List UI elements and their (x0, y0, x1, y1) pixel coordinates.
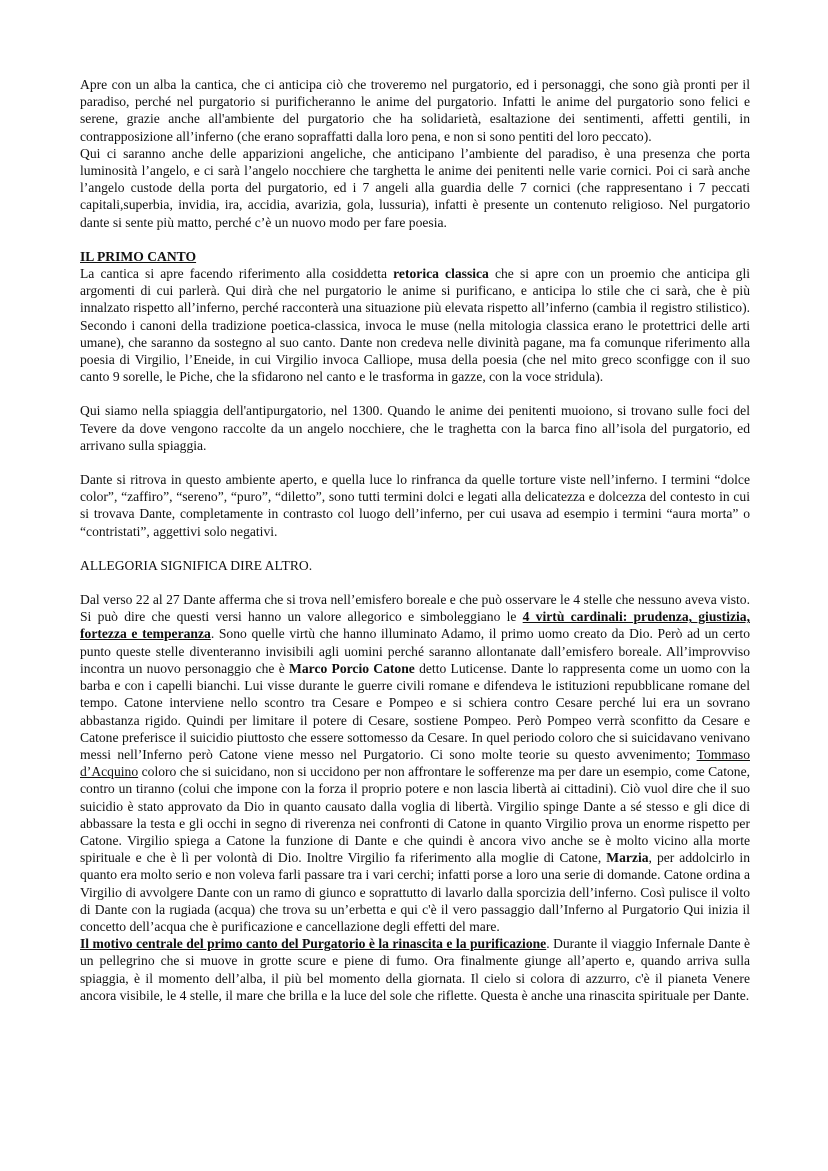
virtu-cardinali-term: 4 virtù cardinali: prudenza, giustizia, fortezza e temperanza (80, 609, 750, 642)
primo-canto-heading: IL PRIMO CANTO (80, 248, 197, 264)
motivo-centrale-paragraph: Il motivo centrale del primo canto del Purgatorio è la rinascita e la purificazione. Durante il viaggio Infernale Dante è un pellegrino che si muove in grotte scure e piene di fumo. Ora finalmente giunge all’aperto e, quando arriva sulla spiaggia, è il momento dell’alba, il più bel momento della giornata. Il cielo si colora di azzurro, c'è il pianeta Venere ancora visibile, le 4 stelle, il mare che brilla e la luce del sole che riflette. Questa è anche una rinascita spirituale per Dante. (80, 936, 750, 1003)
catone-name: Marco Porcio Catone (289, 660, 415, 676)
tommaso-link: Tommaso d’Acquino (80, 746, 750, 780)
intro-paragraph-2: Qui ci saranno anche delle apparizioni angeliche, che anticipano l’ambiente del paradiso, è una presenza che porta luminosità l’angelo, e ci sarà l’angelo nocchiere che targhetta le anime dei penitenti nelle varie cornici. Poi ci sarà anche l’angelo custode della porta del purgatorio, ed i 7 angeli alla guardia delle 7 cornici (che rappresentano i 7 peccati capitali,superbia, invidia, ira, accidia, avarizia, gola, lussuria), infatti è presente un contenuto religioso. Nel purgatorio dante si sente più matto, perché c’è un nuovo modo per fare poesia. (80, 145, 750, 230)
retorica-classica-term: retorica classica (393, 266, 489, 282)
primo-canto-paragraph-1: La cantica si apre facendo riferimento alla cosiddetta retorica classica che si apre con un proemio che anticipa gli argomenti di cui parlerà. Qui dirà che nel purgatorio le anime si purificano, e anticipa lo stile che ci sarà, che è più innalzato rispetto all’inferno, perché racconterà una situazione più elevata rispetto all’inferno (cambia il registro stilistico). Secondo i canoni della tradizione poetica-classica, invoca le muse (nella mitologia classica erano le protettrici delle arti umane), che saranno da sostegno al suo canto. Dante non credeva nelle divinità pagane, ma fa comunque riferimento alla poesia di Virgilio, l’Eneide, in cui Virgilio invoca Calliope, musa della poesia (che nel mito greco sconfigge con il suo canto 9 sorelle, le Piche, che la sfidarono nel canto e le trasforma in gazze, con la voce stridula). (80, 266, 750, 385)
intro-paragraph-1: Apre con un alba la cantica, che ci anticipa ciò che troveremo nel purgatorio, ed i personaggi, che sono già pronti per il paradiso, perché nel purgatorio si purificheranno le anime del purgatorio. Infatti le anime del purgatorio sono felici e serene, grazie anche all'ambiente del purgatorio che ha solidarietà, esaltazione dei sentimenti, affetti gentili, in contrapposizione all’inferno (che erano sopraffatti dalla loro pena, e non si sono pentiti del loro peccato). (80, 77, 750, 144)
motivo-centrale-term: Il motivo centrale del primo canto del Purgatorio è la rinascita e la purificazione (80, 936, 547, 952)
termini-dolci-paragraph: Dante si ritrova in questo ambiente aperto, e quella luce lo rinfranca da quelle torture viste nell’inferno. I termini “dolce color”, “zaffiro”, “sereno”, “puro”, “diletto”, sono tutti termini dolci e legati alla delicatezza e dolcezza del contesto in cui si trovava Dante, completamente in contrasto col luogo dell’inferno, per cui usava ad esempio i termini “aura morta” o “contristati”, aggettivi solo negativi. (80, 472, 750, 539)
antipurgatorio-paragraph: Qui siamo nella spiaggia dell'antipurgatorio, nel 1300. Quando le anime dei penitenti muoiono, si trovano sulle foci del Tevere da dove vengono raccolte da un angelo nocchiere, che le traghetta con la barca fino all’isola del purgatorio, ed arrivano sulla spiaggia. (80, 403, 750, 453)
allegoria-title: ALLEGORIA SIGNIFICA DIRE ALTRO. (80, 557, 313, 573)
marzia-name: Marzia (606, 850, 649, 866)
catone-paragraph: Dal verso 22 al 27 Dante afferma che si trova nell’emisfero boreale e che può osservare le 4 stelle che nessuno aveva visto. Si può dire che questi versi hanno un valore allegorico e simboleggiano le 4 virtù cardinali: prudenza, giustizia, fortezza e temperanza. Sono quelle virtù che hanno illuminato Adamo, il primo uomo creato da Dio. Però ad un certo punto queste stelle diventeranno invisibili agli uomini perché saranno allontanate dall’emisfero boreale. All’improvviso incontra un nuovo personaggio che è Marco Porcio Catone detto Luticense. Dante lo rappresenta come un uomo con la barba e con i capelli bianchi. Lui visse durante le guerre civili romane e difendeva le istituzioni repubblicane romane del tempo. Catone interviene nello scontro tra Cesare e Pompeo e si schiera contro Cesare perché lui era un sovrano abbastanza rigido. Quindi per limitare il potere di Cesare, sostiene Pompeo. Però Pompeo verrà sconfitto da Cesare e Catone preferisce il suicidio piuttosto che essere sottomesso da Cesare. In quel periodo coloro che si suicidavano venivano messi nell’Inferno però Catone viene messo nel Purgatorio. Ci sono molte teorie su questo avvenimento; Tommaso d’Acquino coloro che si suicidano, non si uccidono per non affrontare le sofferenze ma per dare un esempio, come Catone, contro un tiranno (colui che impone con la forza il proprio potere e non lascia libertà ai cittadini). Ciò vuol dire che il suo suicidio è stato approvato da Dio in quanto causato dalla voglia di libertà. Virgilio spinge Dante a sé stesso e gli dice di abbassare la testa e gli occhi in segno di riverenza nei confronti di Catone in quanto Virgilio prova un enorme rispetto per Catone. Virgilio spiega a Catone la funzione di Dante e che quindi è ancora vivo anche se è molto vicino alla morte spirituale e che è lì per volontà di Dio. Inoltre Virgilio fa riferimento alla moglie di Catone, Marzia, per addolcirlo in quanto era molto serio e non voleva farli passare tra i vari cerchi; infatti porse a loro una serie di domande. Catone ordina a Virgilio di avvolgere Dante con un ramo di giunco e soprattutto di lavarlo dalla sporcizia dell’inferno. Così pulisce il volto di Dante con la rugiada (acqua) che trova su un’erbetta e qui c'è il vero passaggio dall’Inferno al Purgatorio Qui inizia il concetto dell’acqua che è purificazione e cancellazione degli effetti del mare. (80, 592, 750, 934)
document-page (80, 76, 750, 1004)
